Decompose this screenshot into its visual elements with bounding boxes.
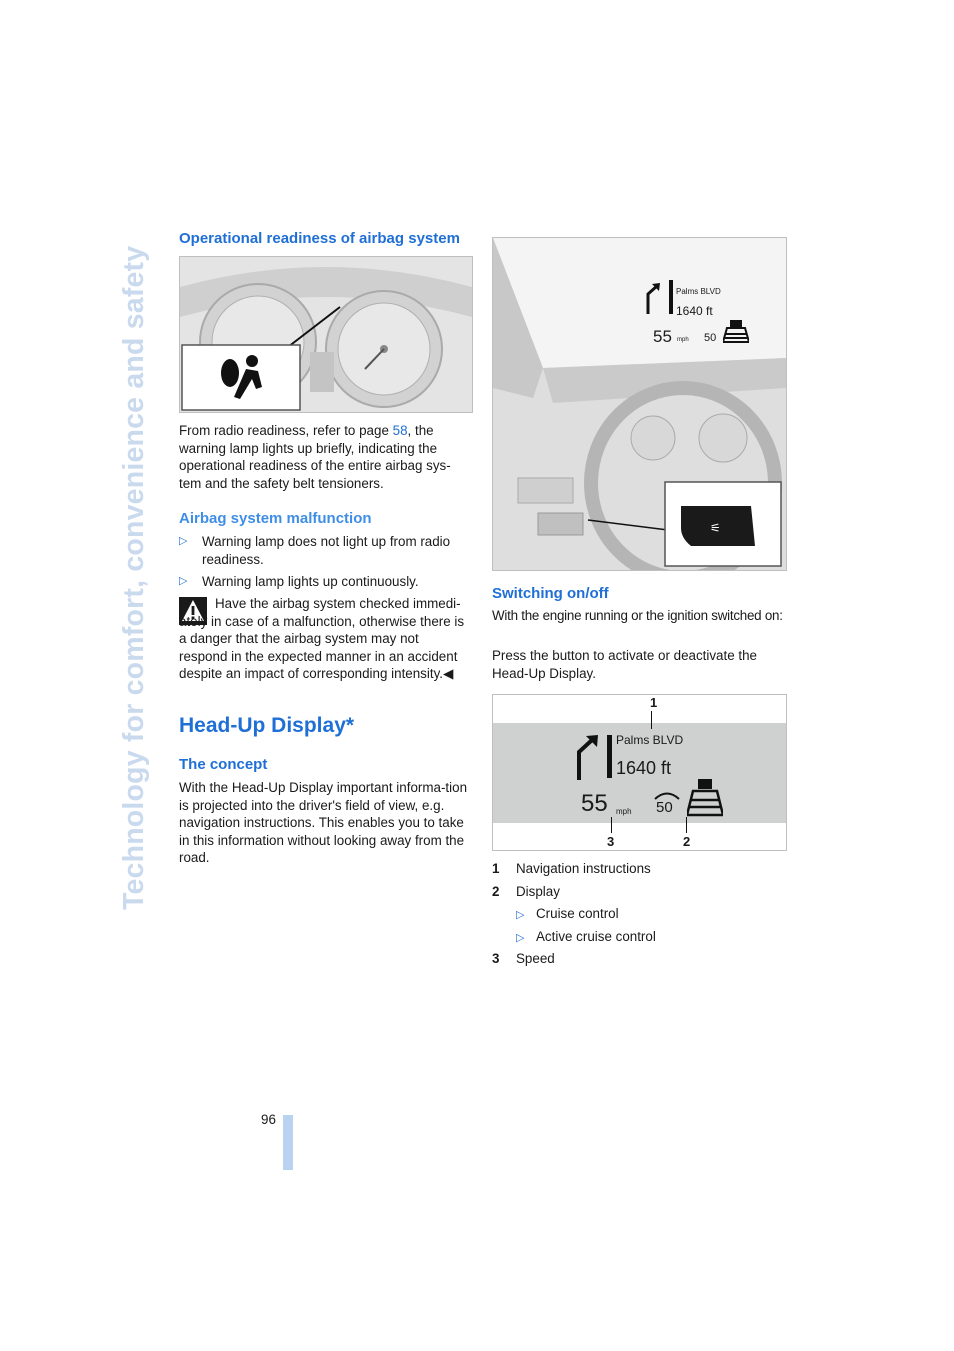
hud-distance: 1640 ft [616, 758, 672, 778]
para-radio-readiness: From radio readiness, refer to page 58, the warning lamp lights up briefly, indicating the operational readiness of the entire airbag sys-tem and the safety belt tensioners. [179, 423, 451, 491]
hud-button-icon: ⚟ [710, 521, 721, 535]
hud-street: Palms BLVD [676, 287, 721, 296]
hud-turn-arrow-icon [643, 282, 665, 319]
hud-turn-arrow-icon [573, 734, 603, 785]
end-mark: ◀ [443, 666, 454, 682]
hud-cruise-speed: 50 [704, 332, 717, 344]
list-item: 1 Navigation instructions [492, 861, 651, 876]
list-item: 2 Display [492, 884, 560, 899]
warning-text: Have the airbag system checked immedi-ately in case of a malfunction, otherwise there is a danger that the airbag system may not respond in the expected manner in an accident despite an impact of corresponding intensity.◀ [179, 596, 465, 682]
heading-head-up-display: Head-Up Display* [179, 714, 355, 737]
hud-cruise-arc-icon [653, 787, 681, 805]
callout-line [686, 817, 687, 833]
hud-distance-bar [607, 735, 612, 778]
list-item: ▷ Cruise control [516, 905, 619, 925]
hud-speed-unit: mph [616, 807, 632, 816]
bullet-triangle-icon: ▷ [516, 909, 525, 921]
callout-line [611, 817, 612, 833]
hud-cruise-speed: 50 [656, 799, 673, 816]
heading-the-concept: The concept [179, 756, 268, 773]
list-item: ▷ Active cruise control [516, 928, 656, 948]
list-item: ▷ Warning lamp does not light up from radio readiness. [179, 534, 451, 567]
para-engine-running: With the engine running or the ignition switched on: [492, 608, 783, 623]
heading-switching-on-off: Switching on/off [492, 585, 609, 602]
hud-distance: 1640 ft [676, 304, 713, 318]
hud-speed: 55 [653, 327, 672, 346]
hud-speed-unit: mph [677, 337, 689, 343]
bullet-triangle-icon: ▷ [179, 535, 188, 547]
page-link-58[interactable]: 58 [392, 423, 408, 438]
chapter-side-title: Technology for comfort, convenience and safety [118, 245, 150, 910]
bullet-triangle-icon: ▷ [179, 575, 188, 587]
airbag-warning-icon [218, 353, 268, 403]
heading-airbag-readiness: Operational readiness of airbag system [179, 230, 460, 247]
hud-windshield-figure [492, 237, 787, 571]
heading-airbag-malfunction: Airbag system malfunction [179, 510, 372, 527]
list-item: ▷ Warning lamp lights up continuously. [179, 574, 419, 589]
instrument-cluster-figure [179, 256, 473, 413]
hud-distance-bar [669, 280, 673, 314]
page-marker-bar [283, 1115, 293, 1170]
hud-street: Palms BLVD [616, 733, 684, 747]
list-item: 3 Speed [492, 951, 555, 966]
callout-3: 3 [607, 834, 615, 849]
para-press-button: Press the button to activate or deactivate the Head-Up Display. [492, 648, 757, 681]
bullet-triangle-icon: ▷ [516, 932, 525, 944]
callout-1: 1 [650, 695, 658, 710]
callout-2: 2 [683, 834, 691, 849]
callout-line [651, 711, 652, 729]
hud-cruise-icon [723, 320, 749, 349]
hud-detail-figure [492, 694, 787, 851]
page-number: 96 [261, 1112, 276, 1127]
car-interior-illustration [493, 238, 786, 570]
para-concept: With the Head-Up Display important informa-tion is projected into the driver's field of view, e.g. navigation instructions. This enables you to take in this information without looking away from the road. [179, 780, 468, 866]
hud-vehicle-ahead-icon [687, 779, 723, 822]
hud-speed: 55 [581, 790, 608, 817]
